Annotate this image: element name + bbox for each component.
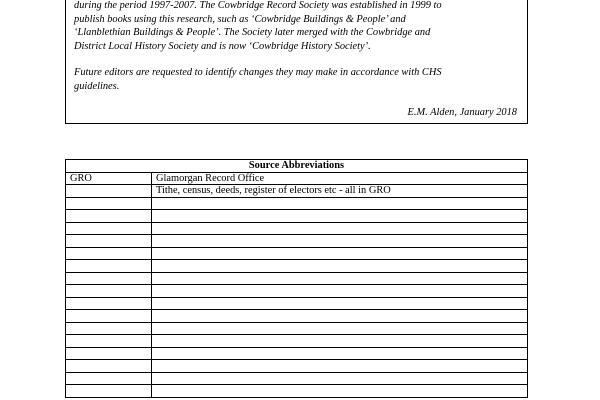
table-row-empty (66, 210, 528, 223)
table-row-empty (66, 235, 528, 248)
table-row (66, 172, 528, 185)
table-row-empty (66, 222, 528, 235)
desc-cell: Glamorgan Record Office (152, 172, 528, 185)
table-row-empty (66, 285, 528, 298)
table-title: Source Abbreviations (66, 160, 528, 173)
table-row-empty (66, 247, 528, 260)
editor-notice-box (65, 0, 528, 124)
notice-line: publish books using this research, such as ‘Cowbridge Buildings & People’ and (74, 13, 406, 25)
desc-cell: Tithe, census, deeds, register of electors etc - all in GRO (152, 185, 528, 198)
table-row-empty (66, 197, 528, 210)
table-row-empty (66, 272, 528, 285)
notice-signature: E.M. Alden, January 2018 (407, 107, 517, 118)
notice-line: guidelines. (74, 80, 120, 92)
abbr-cell: GRO (66, 172, 152, 185)
notice-line: Future editors are requested to identify changes they may make in accordance with CHS (74, 67, 442, 78)
notice-line: District Local History Society and is now ‘Cowbridge History Society’. (74, 40, 371, 52)
notice-line: during the period 1997-2007. The Cowbridge Record Society was established in 1999 to (74, 0, 442, 11)
table-row-empty (66, 360, 528, 373)
table-row-empty (66, 385, 528, 398)
table-row-empty (66, 335, 528, 348)
table-row-empty (66, 297, 528, 310)
table-row-empty (66, 322, 528, 335)
notice-paragraph-1 (74, 0, 519, 53)
table-row-empty (66, 260, 528, 273)
table-row (66, 185, 528, 198)
table-row-empty (66, 347, 528, 360)
table-row-empty (66, 310, 528, 323)
notice-paragraph-2 (74, 66, 519, 93)
table-row-empty (66, 372, 528, 385)
source-abbreviations-table (65, 159, 528, 398)
abbr-cell (66, 185, 152, 198)
notice-line: ‘Llanblethian Buildings & People’. The Society later merged with the Cowbridge and (74, 27, 431, 38)
